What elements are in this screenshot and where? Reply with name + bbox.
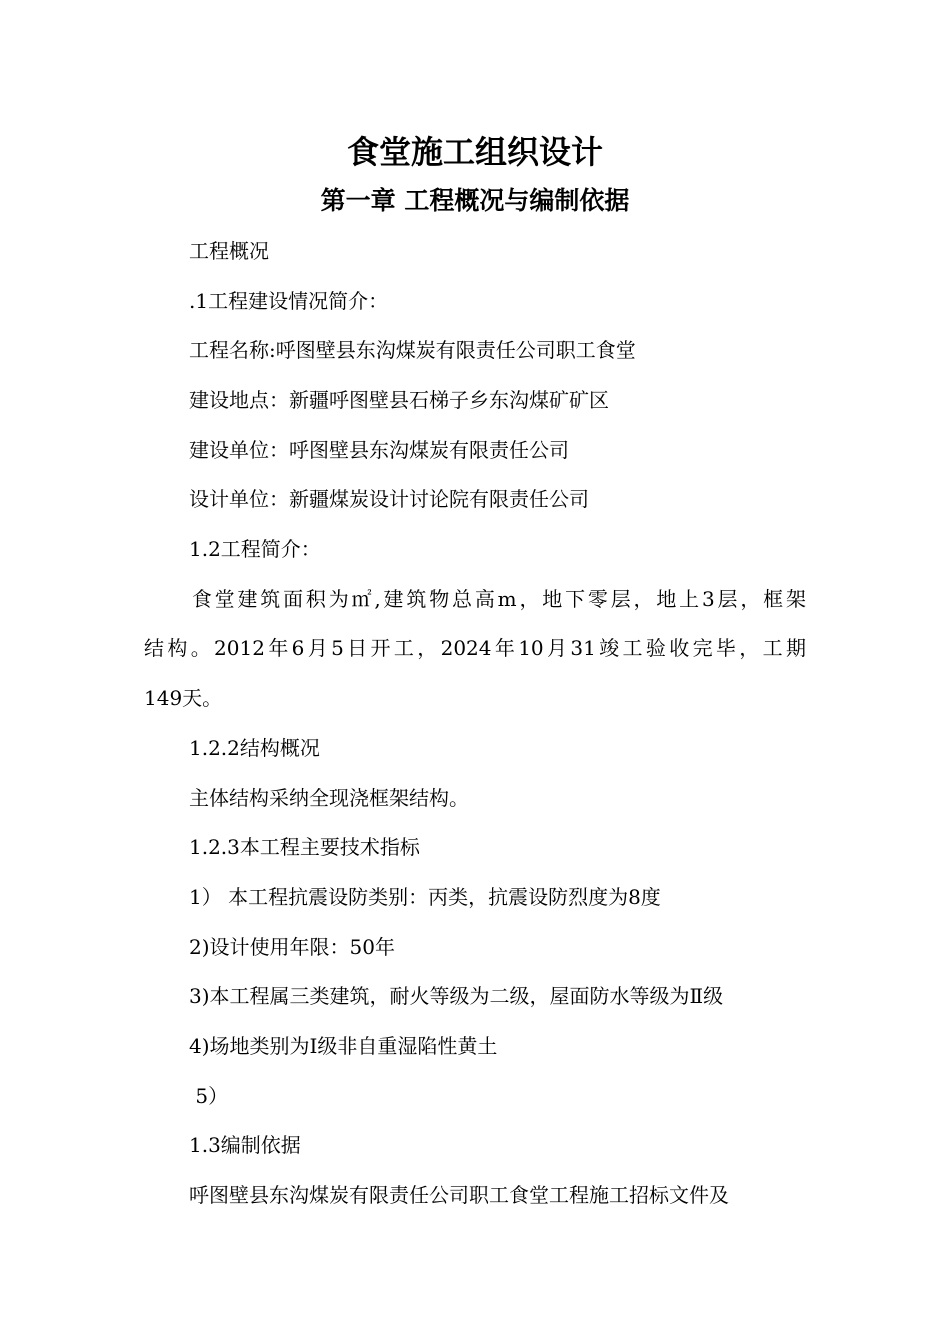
paragraph-line <box>144 584 806 614</box>
design-unit-line: 设计单位：新疆煤炭设计讨论院有限责任公司 <box>189 487 589 511</box>
paragraph-line: 结构。2012年6月5日开工，2024年10月31竣工验收完毕，工期 <box>144 636 806 660</box>
paragraph-text: 食堂建筑面积为㎡,建筑物总高m，地下零层，地上3层，框架 <box>189 587 806 611</box>
indicator-item: 4)场地类别为Ⅰ级非自重湿陷性黄土 <box>189 1034 498 1058</box>
structure-description: 主体结构采纳全现浇框架结构。 <box>189 786 469 810</box>
owner-unit-line: 建设单位：呼图壁县东沟煤炭有限责任公司 <box>189 438 569 462</box>
section-heading-overview: 工程概况 <box>189 239 269 263</box>
document-title: 食堂施工组织设计 <box>346 133 603 171</box>
subsection-heading-basis: 1.3编制依据 <box>189 1133 301 1157</box>
subsection-heading-indicators: 1.2.3本工程主要技术指标 <box>189 835 420 859</box>
subsection-heading-brief: 1.2工程简介： <box>189 537 321 561</box>
basis-paragraph: 呼图壁县东沟煤炭有限责任公司职工食堂工程施工招标文件及 <box>189 1183 729 1207</box>
indicator-item: 1） 本工程抗震设防类别：丙类，抗震设防烈度为8度 <box>189 885 661 909</box>
subsection-heading-construction: .1工程建设情况简介： <box>189 289 389 313</box>
project-name-line: 工程名称:呼图壁县东沟煤炭有限责任公司职工食堂 <box>189 338 636 362</box>
chapter-heading: 第一章 工程概况与编制依据 <box>320 186 630 215</box>
indicator-item: 3)本工程属三类建筑，耐火等级为二级，屋面防水等级为Ⅱ级 <box>189 984 724 1008</box>
indicator-item: 2)设计使用年限：50年 <box>189 935 395 959</box>
construction-site-line: 建设地点：新疆呼图壁县石梯子乡东沟煤矿矿区 <box>189 388 609 412</box>
subsection-heading-structure: 1.2.2结构概况 <box>189 736 320 760</box>
paragraph-line: 149天。 <box>144 686 223 710</box>
indicator-item: 5） <box>189 1084 229 1108</box>
